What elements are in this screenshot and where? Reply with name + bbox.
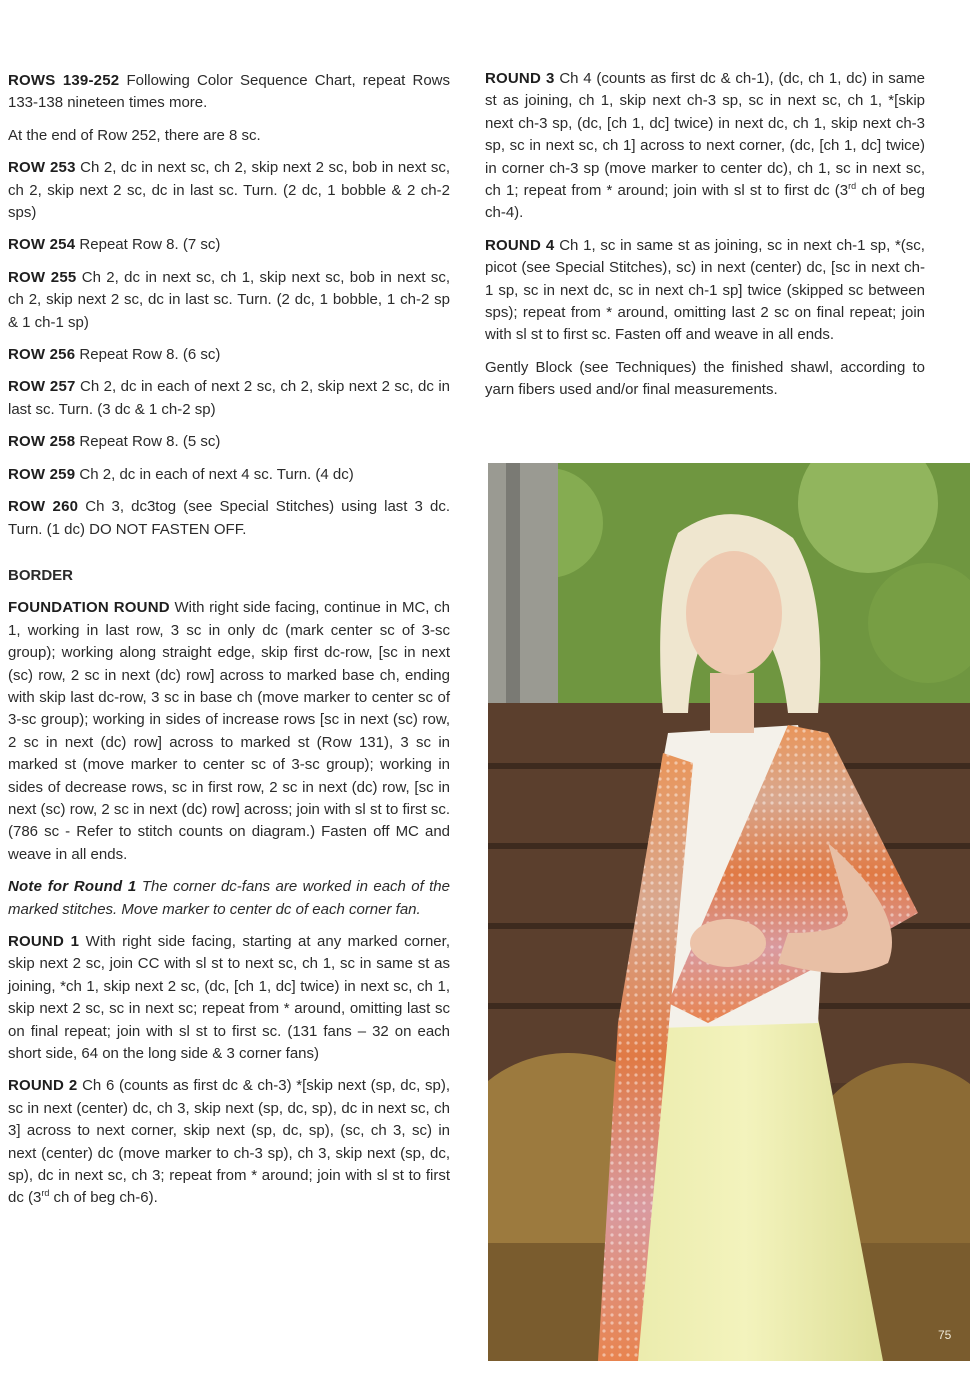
- row-258-label: ROW 258: [8, 433, 76, 451]
- row-259-label: ROW 259: [8, 465, 76, 483]
- round-3-instruction: [485, 68, 925, 225]
- round-1-text: With right side facing, starting at any marked corner, skip next 2 sc, join CC with sl st to next sc, ch 1, sc in same st as joining, *ch 1, skip next 2 sc, (dc, [ch 1, dc] twice) in next sc, ch 1, skip next 2 sc, sc in next sc; repeat from * around, omitting last sc on final repeat; join with sl st to first sc. (131 fans – 32 on each short side, 64 on the long side & 3 corner fans): [8, 933, 450, 1063]
- round-1-note-text: The corner dc-fans are worked in each of the marked stitches. Move marker to center dc of each corner fan.: [8, 878, 450, 918]
- blocking-instruction: Gently Block (see Techniques) the finished shawl, according to yarn fibers used and/or final measurements.: [485, 358, 925, 399]
- round-2-label: ROUND 2: [8, 1077, 78, 1095]
- round-1-note-label: Note for Round 1: [8, 878, 137, 896]
- rows-139-252-instruction: [8, 70, 450, 115]
- row-260-text: Ch 3, dc3tog (see Special Stitches) using last 3 dc. Turn. (1 dc) DO NOT FASTEN OFF.: [8, 498, 450, 538]
- end-row-252-note: At the end of Row 252, there are 8 sc.: [8, 126, 261, 144]
- row-254-label: ROW 254: [8, 236, 76, 254]
- round-3-text-a: Ch 4 (counts as first dc & ch-1), (dc, ch 1, dc) in same st as joining, ch 1, skip next ch-3 sp, sc in next sc, ch 1, *[skip next ch-3 sp, (dc, [ch 1, dc] twice) in next dc, ch 1, skip next ch-3 sp, sc in next sc, ch 1] across to next corner, (dc, [ch 1, dc] twice) in corner ch-3 sp (move marker to center dc), ch 1, sc in next sc, ch 1; repeat from * around; join with sl st to first dc (3: [485, 70, 925, 200]
- round-3-label: ROUND 3: [485, 70, 555, 87]
- round-1-label: ROUND 1: [8, 933, 80, 950]
- row-253-label: ROW 253: [8, 159, 76, 177]
- round-1-instruction: [8, 931, 450, 1065]
- row-255-instruction: [8, 267, 450, 334]
- foundation-round-text: With right side facing, continue in MC, ch 1, working in last row, 3 sc in only dc (mark center sc of 3-sc group); working along straight edge, skip first dc-row, [sc in next (sc) row, 2 sc in next (dc) row] across to marked base ch, ending with skip last dc-row, 3 sc in base ch (move marker to center sc of 3-sc group); working in sides of increase rows [sc in next (sc) row, 2 sc in next (dc) row] across to marked st (Row 131), 3 sc in marked st (move marker to center sc of 3-sc group); working in sides of decrease rows, sc in first row, 2 sc in next (dc) row, [sc in next (sc) row, 2 sc in next (dc) row] across; join with sl st to first sc. (786 sc - Refer to stitch counts on diagram.) Fasten off MC and weave in all ends.: [8, 599, 450, 863]
- round-1-note: [8, 876, 450, 921]
- row-257-label: ROW 257: [8, 378, 76, 396]
- round-3-text-b: ch of beg ch-4).: [485, 182, 925, 222]
- round-2-text-b: ch of beg ch-6).: [49, 1189, 158, 1207]
- row-258-instruction: [8, 431, 450, 453]
- row-254-instruction: [8, 234, 450, 256]
- round-2-text-a: Ch 6 (counts as first dc & ch-3) *[skip next (sp, dc, sp), sc in next (center) dc, ch 3, skip next (sp, dc, sp), dc in next sc, ch 3] across to next corner, skip next (sp, dc, sp), (sc, ch 3, sc) in next (center) dc (move marker to ch-3 sp), ch 3, skip next (sp, dc, sp), dc in next sc, ch 3; repeat from * around; join with sl st to first dc (3: [8, 1077, 450, 1207]
- row-253-text: Ch 2, dc in next sc, ch 2, skip next 2 sc, bob in next sc, ch 2, skip next 2 sc, dc in last sc. Turn. (2 dc, 1 bobble & 2 ch-2 sps): [8, 159, 450, 222]
- left-column: [8, 70, 450, 1220]
- row-258-text: Repeat Row 8. (5 sc): [75, 433, 221, 451]
- row-256-instruction: [8, 344, 450, 366]
- neck: [710, 673, 754, 733]
- round-4-instruction: [485, 235, 925, 347]
- row-255-text: Ch 2, dc in next sc, ch 1, skip next sc, bob in next sc, ch 2, skip next 2 sc, dc in last sc. Turn. (2 dc, 1 bobble, 1 ch-2 sp & 1 ch-1 sp): [8, 268, 450, 331]
- row-257-text: Ch 2, dc in each of next 2 sc, ch 2, skip next 2 sc, dc in last sc. Turn. (3 dc & 1 ch-2 sp): [8, 378, 450, 418]
- round-4-text: Ch 1, sc in same st as joining, sc in next ch-1 sp, *(sc, picot (see Special Stitches), sc) in next (center) dc, [sc in next ch-1 sp, sc in next dc, sc in next ch-1 sp] twice (skipped sc between sps); repeat from * around, omitting last 2 sc on final repeat; join with sl st to first sc. Fasten off and weave in all ends.: [485, 236, 925, 344]
- row-259-instruction: [8, 464, 450, 486]
- row-257-instruction: [8, 376, 450, 421]
- row-259-text: Ch 2, dc in each of next 4 sc. Turn. (4 dc): [75, 465, 354, 483]
- page-number: 75: [938, 1328, 952, 1342]
- face: [686, 551, 782, 675]
- rows-139-252-text: Following Color Sequence Chart, repeat Rows 133-138 nineteen times more.: [8, 72, 451, 112]
- foundation-round-instruction: [8, 597, 450, 866]
- row-254-text: Repeat Row 8. (7 sc): [75, 236, 221, 254]
- foundation-round-label: FOUNDATION ROUND: [8, 599, 170, 617]
- row-253-instruction: [8, 157, 450, 224]
- right-column: [485, 68, 925, 412]
- photo-illustration: [488, 463, 970, 1361]
- round-4-label: ROUND 4: [485, 236, 555, 254]
- row-256-label: ROW 256: [8, 346, 76, 364]
- round-2-instruction: [8, 1075, 450, 1209]
- rows-139-252-label: ROWS 139-252: [8, 72, 120, 89]
- round-2-superscript: rd: [41, 1188, 50, 1199]
- row-260-label: ROW 260: [8, 498, 79, 516]
- round-3-superscript: rd: [848, 181, 857, 192]
- row-260-instruction: [8, 496, 450, 541]
- border-heading: BORDER: [8, 566, 74, 584]
- clasped-hands: [690, 919, 766, 967]
- row-255-label: ROW 255: [8, 268, 77, 286]
- row-256-text: Repeat Row 8. (6 sc): [75, 346, 221, 364]
- model-shawl-photo: [488, 463, 970, 1361]
